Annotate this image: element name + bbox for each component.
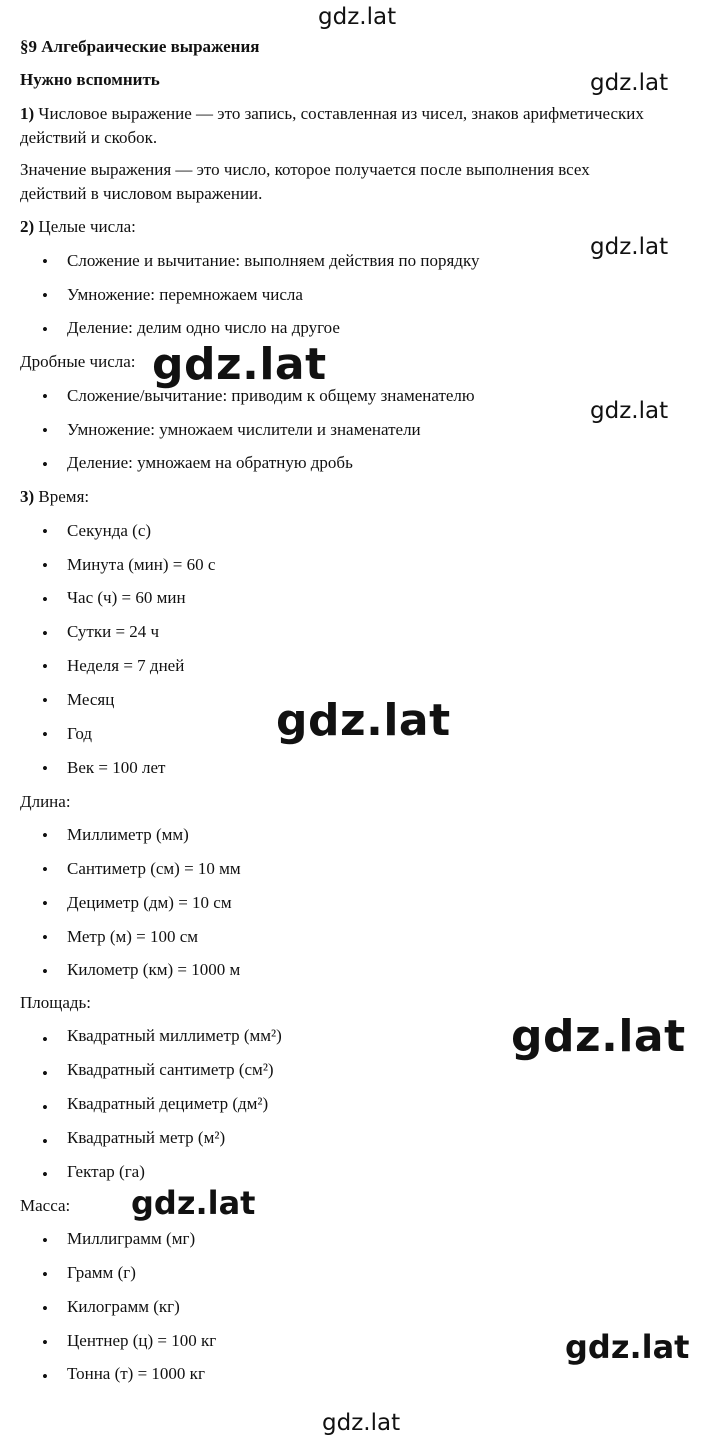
area-heading: Площадь: <box>20 993 92 1012</box>
list-item: Минута (мин) = 60 с <box>67 555 216 574</box>
bullet: • <box>42 691 48 710</box>
bullet: • <box>42 1030 48 1049</box>
bullet: • <box>42 1064 48 1083</box>
bullet: • <box>42 590 48 609</box>
list-item: Умножение: перемножаем числа <box>67 285 303 304</box>
bullet: • <box>42 1265 48 1284</box>
list-item: Умножение: умножаем числители и знаменатели <box>67 420 421 439</box>
list-item: Тонна (т) = 1000 кг <box>67 1364 205 1383</box>
bullet: • <box>42 725 48 744</box>
bullet: • <box>42 928 48 947</box>
list-item: Миллиграмм (мг) <box>67 1229 196 1248</box>
bullet: • <box>42 421 48 440</box>
list-item: Деление: делим одно число на другое <box>67 318 340 337</box>
list-item: Деление: умножаем на обратную дробь <box>67 453 353 472</box>
bullet: • <box>42 657 48 676</box>
bullet: • <box>42 624 48 643</box>
bullet: • <box>42 962 48 981</box>
watermark: gdz.lat <box>565 1328 690 1366</box>
bullet: • <box>42 1231 48 1250</box>
watermark: gdz.lat <box>131 1184 256 1222</box>
list-item: Век = 100 лет <box>67 758 166 777</box>
paragraph-1-line-3: Значение выражения — это число, которое получается после выполнения всех <box>20 160 590 179</box>
bullet: • <box>42 556 48 575</box>
bullet: • <box>42 1132 48 1151</box>
list-item: Год <box>67 724 92 743</box>
list-item: Сложение/вычитание: приводим к общему знаменателю <box>67 386 475 405</box>
bullet: • <box>42 286 48 305</box>
list-item: Сантиметр (см) = 10 мм <box>67 859 241 878</box>
list-item: Квадратный миллиметр (мм²) <box>67 1026 282 1045</box>
list-item: Сутки = 24 ч <box>67 622 160 641</box>
integers-heading <box>20 214 136 239</box>
watermark: gdz.lat <box>590 234 669 260</box>
list-item: Квадратный сантиметр (см²) <box>67 1060 274 1079</box>
bullet: • <box>42 860 48 879</box>
fractions-heading: Дробные числа: <box>20 352 136 371</box>
list-item: Километр (км) = 1000 м <box>67 960 241 979</box>
bullet: • <box>42 1367 48 1386</box>
list-item: Сложение и вычитание: выполняем действия по порядку <box>67 251 480 270</box>
time-heading <box>20 484 89 509</box>
length-heading: Длина: <box>20 792 71 811</box>
list-item: Квадратный дециметр (дм²) <box>67 1094 269 1113</box>
bullet: • <box>42 1165 48 1184</box>
bullet: • <box>42 455 48 474</box>
list-item: Месяц <box>67 690 115 709</box>
list-item: Дециметр (дм) = 10 см <box>67 893 232 912</box>
section-number: 2) <box>20 217 35 236</box>
watermark: gdz.lat <box>590 398 669 424</box>
section-number: 3) <box>20 487 35 506</box>
list-item: Центнер (ц) = 100 кг <box>67 1331 217 1350</box>
watermark: gdz.lat <box>511 1011 686 1062</box>
watermark: gdz.lat <box>590 70 669 96</box>
watermark: gdz.lat <box>152 339 327 390</box>
section-number: 1) <box>20 104 35 123</box>
bullet: • <box>42 1333 48 1352</box>
list-item: Метр (м) = 100 см <box>67 927 199 946</box>
list-item: Неделя = 7 дней <box>67 656 185 675</box>
bullet: • <box>42 387 48 406</box>
list-item: Секунда (с) <box>67 521 152 540</box>
list-item: Квадратный метр (м²) <box>67 1128 226 1147</box>
list-item: Килограмм (кг) <box>67 1297 180 1316</box>
watermark: gdz.lat <box>318 4 397 30</box>
list-item: Грамм (г) <box>67 1263 136 1282</box>
paragraph-text: Числовое выражение — это запись, составленная из чисел, знаков арифметических <box>38 104 644 123</box>
watermark: gdz.lat <box>276 695 451 746</box>
paragraph-1-line-4: действий в числовом выражении. <box>20 184 263 203</box>
list-item: Миллиметр (мм) <box>67 825 189 844</box>
bullet: • <box>42 1098 48 1117</box>
heading-text: Целые числа: <box>38 217 136 236</box>
list-item: Гектар (га) <box>67 1162 145 1181</box>
bullet: • <box>42 252 48 271</box>
bullet: • <box>42 1299 48 1318</box>
remember-heading: Нужно вспомнить <box>20 70 160 89</box>
bullet: • <box>42 759 48 778</box>
mass-heading: Масса: <box>20 1196 71 1215</box>
bullet: • <box>42 826 48 845</box>
bullet: • <box>42 522 48 541</box>
heading-text: Время: <box>38 487 90 506</box>
watermark: gdz.lat <box>322 1410 401 1436</box>
bullet: • <box>42 320 48 339</box>
list-item: Час (ч) = 60 мин <box>67 588 186 607</box>
paragraph-1-line-1 <box>20 101 644 126</box>
paragraph-1-line-2: действий и скобок. <box>20 128 158 147</box>
page-title: §9 Алгебраические выражения <box>20 37 260 56</box>
bullet: • <box>42 894 48 913</box>
